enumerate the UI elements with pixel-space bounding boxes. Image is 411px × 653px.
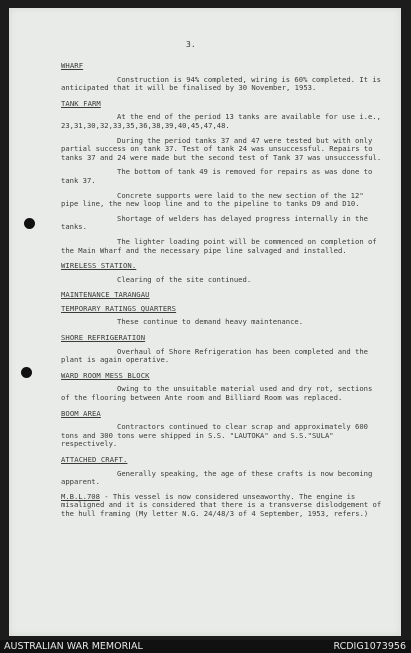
paragraph: During the period tanks 37 and 47 were tested but with only partial success on tank 37. Test of tank 24 was unsuccessful. Repairs to tanks 37 and 24 were made but the second test of Tank 37 was unsuccessful. — [61, 135, 382, 162]
section-heading: SHORE REFRIGERATION — [61, 333, 146, 343]
paragraph: Construction is 94% completed, wiring is 60% completed. It is anticipated that it will be finalised by 30 November, 1953. — [61, 74, 381, 93]
paragraph: These continue to demand heavy maintenance. — [117, 317, 304, 327]
paragraph: Clearing of the site continued. — [117, 274, 252, 284]
section-heading: TEMPORARY RATINGS QUARTERS — [61, 303, 177, 313]
paragraph: Contractors continued to clear scrap and approximately 600 tons and 300 tons were shipped in S.S. "LAUTOKA" and S.S."SULA" respectively. — [61, 422, 368, 449]
record-id: RCDIG1073956 — [333, 641, 406, 652]
paragraph: Owing to the unsuitable material used and dry rot, sections of the flooring between Ante room and Billiard Room was replaced. — [61, 384, 373, 403]
section-heading: ATTACHED CRAFT. — [61, 455, 128, 464]
section-heading: MAINTENANCE TARANGAU — [61, 290, 150, 300]
paragraph: The bottom of tank 49 is removed for repairs as was done to tank 37. — [61, 167, 373, 185]
paragraph: At the end of the period 13 tanks are available for use i.e., 23,31,30,32,33,35,36,38,39,40,45,47,48. — [61, 112, 381, 130]
paragraph: The lighter loading point will be commenced on completion of the Main Wharf and the necessary pipe line salvaged and installed. — [61, 236, 377, 255]
vessel-text: - This vessel is now considered unseaworthy. The engine is misaligned and it is considered that there is a transverse dislodgement of the hull framing (My letter N.G. 24/48/3 of 4 September, 1953, refers.) — [61, 491, 382, 518]
section-heading: BOOM AREA — [61, 408, 101, 418]
punch-hole-upper — [24, 218, 35, 229]
vessel-entry — [61, 493, 384, 519]
section-heading: TANK FARM — [61, 98, 101, 108]
paragraph: Shortage of welders has delayed progress internally in the tanks. — [61, 213, 368, 232]
paragraph: Generally speaking, the age of these crafts is now becoming apparent. — [61, 468, 373, 487]
archive-name: AUSTRALIAN WAR MEMORIAL — [4, 641, 143, 652]
paragraph: Overhaul of Shore Refrigeration has been completed and the plant is again operative. — [61, 346, 368, 365]
vessel-label: M.B.L.708 — [61, 491, 100, 501]
page-number: 3. — [186, 40, 196, 49]
section-heading: WIRELESS STATION. — [61, 261, 137, 271]
paragraph: Concrete supports were laid to the new section of the 12" pipe line, the new loop line and to the pipeline to tanks D9 and D10. — [61, 190, 364, 209]
punch-hole-lower — [21, 367, 32, 378]
section-heading: WHARF — [61, 61, 84, 70]
section-heading: WARD ROOM MESS BLOCK — [61, 370, 150, 380]
archive-footer — [0, 640, 411, 653]
document-body — [61, 62, 384, 525]
